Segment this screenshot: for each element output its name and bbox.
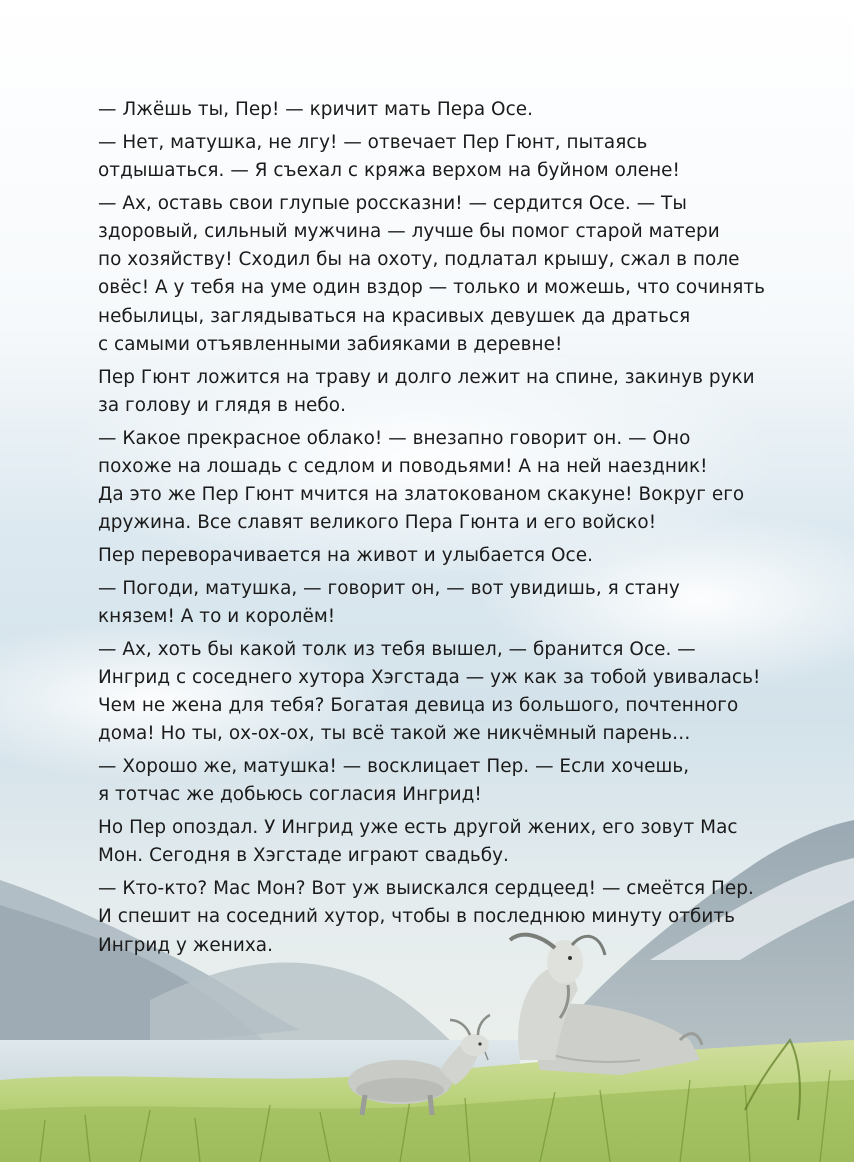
paragraph: Но Пер опоздал. У Ингрид уже есть другой жених, его зовут Мас Мон. Сегодня в Хэгстаде играют свадьбу. [98, 817, 738, 867]
paragraph: — Нет, матушка, не лгу! — отвечает Пер Гюнт, пытаясь отдышаться. — Я съехал с кряжа верхом на буйном олене! [98, 131, 680, 181]
paragraph: — Ах, оставь свои глупые россказни! — сердится Осе. — Ты здоровый, сильный мужчина — лучше бы помог старой матери по хозяйству! Сходил бы на охоту, подлатал крышу, сжал в поле овёс! А у тебя на уме один вздор — только и можешь, что сочинять небылицы, заглядываться на красивых девушек да драться с самыми отъявленными забияками в деревне! [98, 192, 765, 355]
story-text [98, 96, 798, 964]
paragraph: Пер Гюнт ложится на траву и долго лежит на спине, закинув руки за голову и глядя в небо. [98, 366, 755, 416]
paragraph: Пер переворачивается на живот и улыбается Осе. [98, 545, 593, 567]
paragraph: — Какое прекрасное облако! — внезапно говорит он. — Оно похоже на лошадь с седлом и поводьями! А на ней наездник! Да это же Пер Гюнт мчится на златокованом скакуне! Вокруг его дружина. Все славят великого Пера Гюнта и его войско! [98, 427, 745, 534]
paragraph: — Хорошо же, матушка! — восклицает Пер. — Если хочешь, я тотчас же добьюсь согласия Ингрид! [98, 756, 690, 806]
paragraph: — Кто-кто? Мас Мон? Вот уж выискался сердцеед! — смеётся Пер. И спешит на соседний хутор, чтобы в последнюю минуту отбить Ингрид у жениха. [98, 878, 754, 956]
paragraph: — Погоди, матушка, — говорит он, — вот увидишь, я стану князем! А то и королём! [98, 577, 680, 628]
paragraph: — Лжёшь ты, Пер! — кричит мать Пера Осе. [98, 99, 533, 120]
paragraph: — Ах, хоть бы какой толк из тебя вышел, — бранится Осе. — Ингрид с соседнего хутора Хэгстада — уж как за тобой увивалась! Чем не жена для тебя? Богатая девица из большого, почтенного дома! Но ты, ох-ох-ох, ты всё такой же никчёмный парень… [98, 638, 761, 745]
